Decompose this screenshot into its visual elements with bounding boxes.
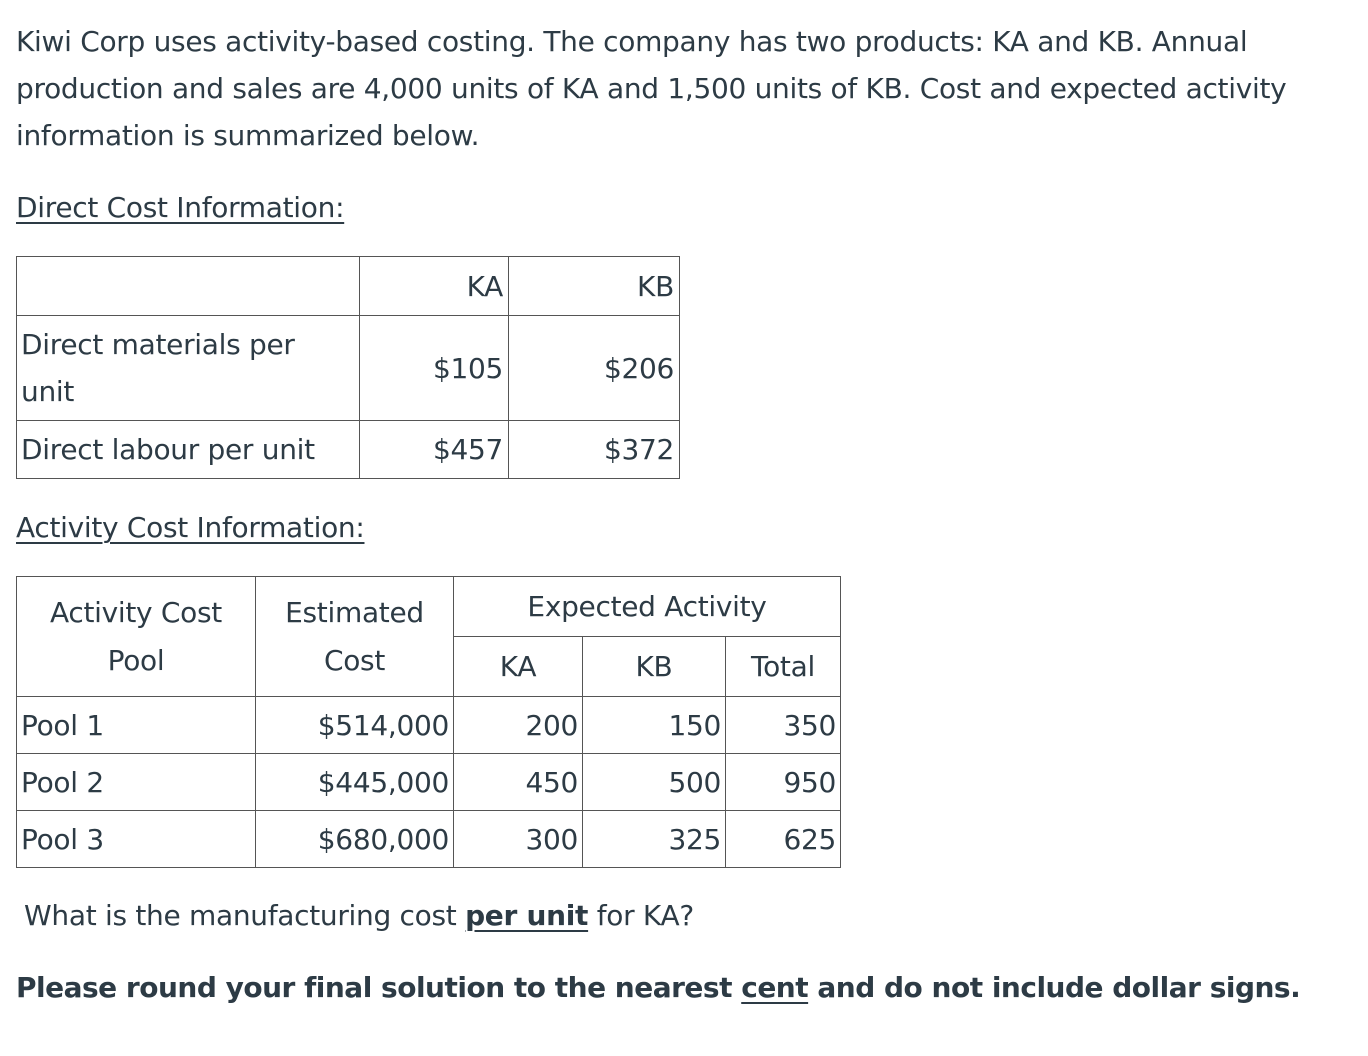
pool-name: Pool 3: [17, 811, 256, 868]
question-suffix: for KA?: [588, 899, 694, 932]
instruction-emphasis: cent: [741, 971, 809, 1004]
direct-cost-header-blank: [17, 257, 360, 316]
pool-cost: $445,000: [256, 754, 454, 811]
activity-pool-header: [17, 577, 256, 697]
table-row: [17, 811, 841, 868]
pool-kb-activity: 500: [583, 754, 726, 811]
expected-total-header: Total: [726, 637, 841, 697]
question-emphasis: per unit: [465, 899, 589, 932]
pool-ka-activity: 200: [454, 697, 583, 754]
direct-cost-row-label: [17, 316, 360, 421]
direct-materials-ka: $105: [360, 316, 509, 421]
direct-cost-header-kb: KB: [509, 257, 680, 316]
problem-intro: Kiwi Corp uses activity-based costing. The company has two products: KA and KB. Annual production and sales are 4,000 units of KA and 1,500 units of KB. Cost and expected activity information is summarized below.: [16, 25, 1287, 152]
expected-ka-header: KA: [454, 637, 583, 697]
direct-cost-row-labour: [17, 421, 680, 479]
estimated-cost-header-text: Estimated Cost: [285, 595, 424, 677]
pool-total-activity: 950: [726, 754, 841, 811]
pool-name: Pool 1: [17, 697, 256, 754]
direct-labour-kb: $372: [509, 421, 680, 479]
instruction-prefix: Please round your final solution to the nearest: [16, 971, 742, 1004]
direct-cost-header-row: [17, 257, 680, 316]
direct-materials-kb: $206: [509, 316, 680, 421]
estimated-cost-header: [256, 577, 454, 697]
direct-cost-table: [16, 256, 680, 479]
pool-ka-activity: 300: [454, 811, 583, 868]
pool-kb-activity: 150: [583, 697, 726, 754]
activity-cost-header-row: [17, 577, 841, 637]
activity-cost-table: [16, 576, 841, 868]
table-row: [17, 697, 841, 754]
activity-cost-heading: Activity Cost Information:: [16, 511, 365, 544]
activity-pool-header-text: Activity Cost Pool: [50, 595, 222, 677]
direct-labour-ka: $457: [360, 421, 509, 479]
direct-cost-heading: Direct Cost Information:: [16, 191, 345, 224]
pool-total-activity: 625: [726, 811, 841, 868]
pool-ka-activity: 450: [454, 754, 583, 811]
pool-name: Pool 2: [17, 754, 256, 811]
pool-cost: $680,000: [256, 811, 454, 868]
expected-kb-header: KB: [583, 637, 726, 697]
rounding-instruction: [16, 968, 1300, 1008]
direct-cost-row-materials: [17, 316, 680, 421]
direct-labour-label: Direct labour per unit: [17, 421, 360, 479]
expected-activity-header: Expected Activity: [454, 577, 841, 637]
question-prefix: What is the manufacturing cost: [24, 899, 466, 932]
question-text: [24, 896, 694, 936]
pool-total-activity: 350: [726, 697, 841, 754]
direct-materials-label: Direct materials per unit: [21, 328, 295, 408]
pool-kb-activity: 325: [583, 811, 726, 868]
instruction-suffix: and do not include dollar signs.: [808, 971, 1301, 1004]
direct-cost-header-ka: KA: [360, 257, 509, 316]
table-row: [17, 754, 841, 811]
pool-cost: $514,000: [256, 697, 454, 754]
